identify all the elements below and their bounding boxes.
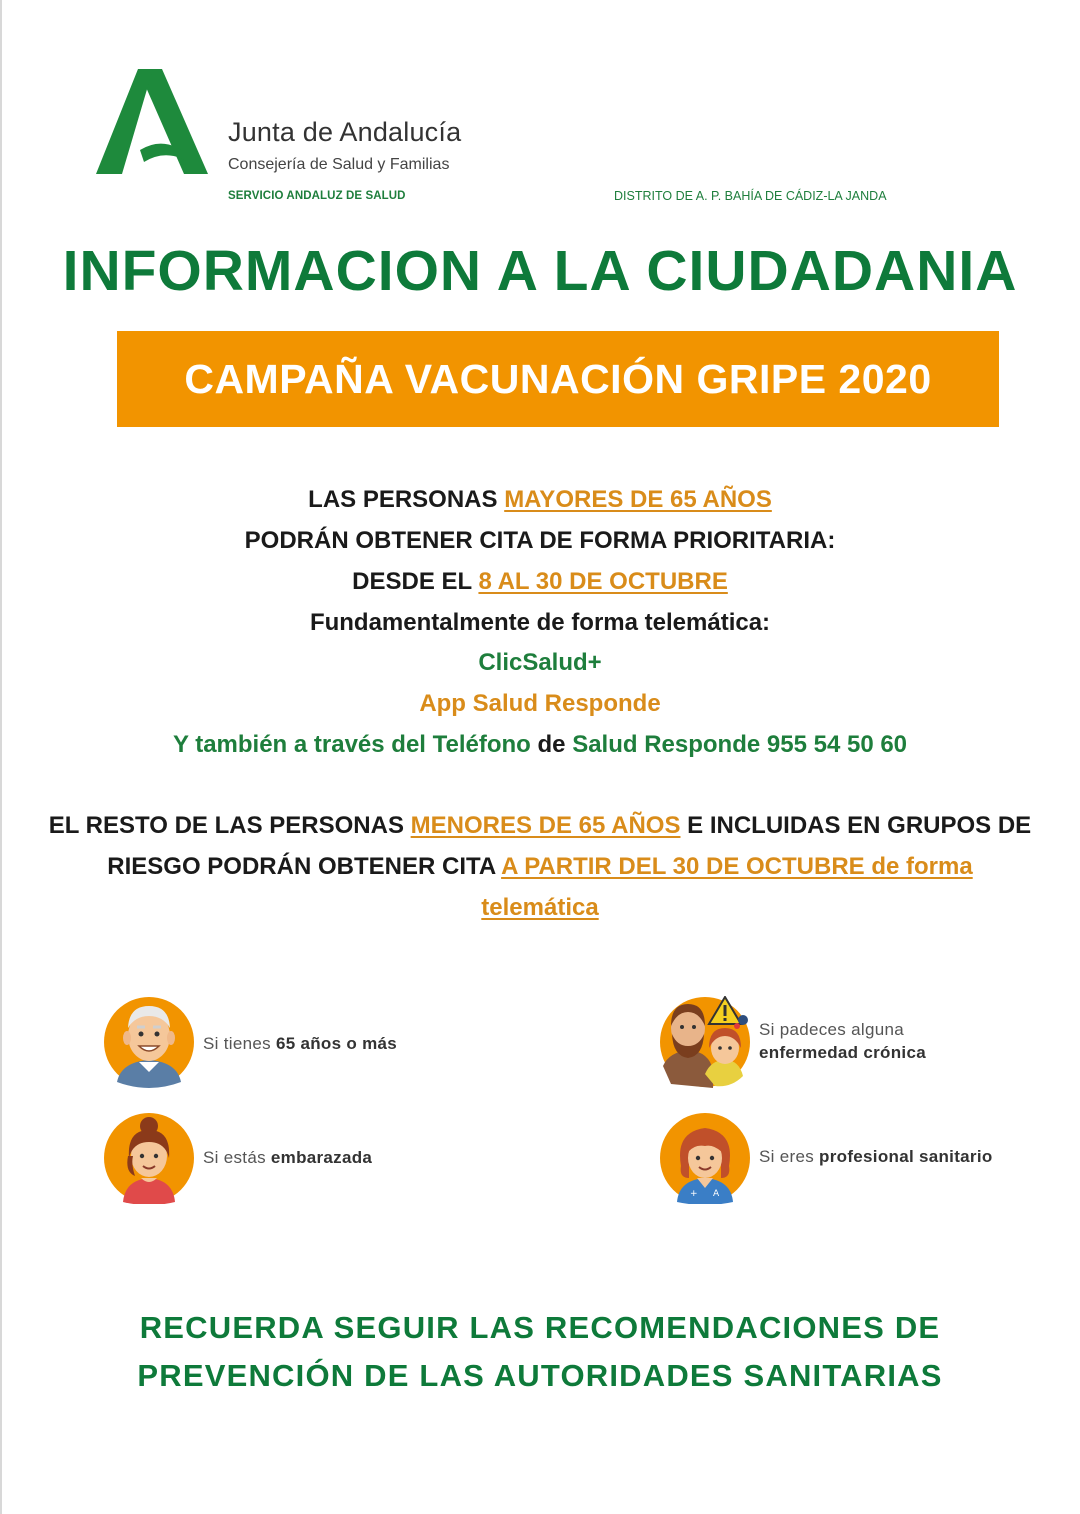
reminder-line-1: RECUERDA SEGUIR LAS RECOMENDACIONES DE — [139, 1310, 941, 1345]
group-pregnant-bold: embarazada — [270, 1148, 373, 1167]
phone-text-b: de — [537, 731, 566, 758]
reminder-line-2: PREVENCIÓN DE LAS AUTORIDADES SANITARIAS — [137, 1358, 943, 1393]
chronic-illness-icon — [659, 996, 751, 1088]
campaign-banner — [117, 331, 999, 427]
group-health-bold: profesional sanitario — [819, 1147, 993, 1166]
rest-prefix: EL RESTO DE LAS PERSONAS — [48, 812, 411, 839]
phone-text-c: Salud Responde 955 54 50 60 — [565, 731, 908, 758]
group-age-pre: Si tienes — [203, 1034, 276, 1053]
org-subtitle: Consejería de Salud y Familias — [228, 156, 450, 173]
seniors-date-highlight: 8 AL 30 DE OCTUBRE — [478, 568, 728, 595]
rest-telematic-highlight: telemática — [481, 894, 599, 921]
rest-line-2 — [0, 853, 1080, 881]
seniors-line-4: Fundamentalmente de forma telemática: — [309, 609, 771, 636]
seniors-prefix: LAS PERSONAS — [308, 486, 505, 513]
svg-text:A: A — [713, 1189, 720, 1199]
district-name: DISTRITO DE A. P. BAHÍA DE CÁDIZ-LA JANDA — [614, 189, 887, 203]
junta-andalucia-logo-icon — [96, 66, 208, 176]
group-chronic-bold: enfermedad crónica — [759, 1043, 926, 1062]
group-health-pre: Si eres — [759, 1147, 820, 1166]
seniors-age-highlight: MAYORES DE 65 AÑOS — [504, 486, 772, 513]
seniors-date-prefix: DESDE EL — [352, 568, 479, 595]
seniors-line-2: PODRÁN OBTENER CITA DE FORMA PRIORITARIA: — [244, 527, 836, 554]
health-worker-icon — [659, 1112, 751, 1204]
group-age-bold: 65 años o más — [275, 1034, 398, 1053]
pregnant-woman-icon — [103, 1112, 195, 1204]
group-pregnant-label — [203, 1146, 372, 1169]
clicsalud-channel: ClicSalud+ — [478, 649, 602, 676]
rest-line-1 — [0, 812, 1080, 840]
rest-line-3 — [0, 894, 1080, 922]
svg-text:+: + — [690, 1189, 698, 1199]
phone-channel — [0, 731, 1080, 759]
seniors-line-1 — [0, 486, 1080, 514]
group-health-label — [759, 1145, 993, 1168]
group-age-label — [203, 1032, 397, 1055]
app-channel: App Salud Responde — [419, 690, 661, 717]
rest-line-2-prefix: RIESGO PODRÁN OBTENER CITA — [107, 853, 502, 880]
elderly-man-icon — [103, 996, 195, 1088]
org-name: Junta de Andalucía — [228, 117, 462, 147]
group-chronic-label — [759, 1018, 926, 1064]
rest-age-highlight: MENORES DE 65 AÑOS — [410, 812, 681, 839]
rest-date-highlight: A PARTIR DEL 30 DE OCTUBRE de forma — [501, 853, 973, 880]
group-chronic-pre: Si padeces alguna — [759, 1020, 904, 1039]
campaign-title: CAMPAÑA VACUNACIÓN GRIPE 2020 — [184, 355, 932, 402]
group-pregnant-pre: Si estás — [203, 1148, 271, 1167]
seniors-line-3 — [0, 568, 1080, 596]
page-title: INFORMACION A LA CIUDADANIA — [62, 239, 1018, 303]
service-name: SERVICIO ANDALUZ DE SALUD — [228, 190, 406, 202]
phone-text-a: Y también a través del Teléfono — [172, 731, 538, 758]
rest-suffix: E INCLUIDAS EN GRUPOS DE — [680, 812, 1032, 839]
